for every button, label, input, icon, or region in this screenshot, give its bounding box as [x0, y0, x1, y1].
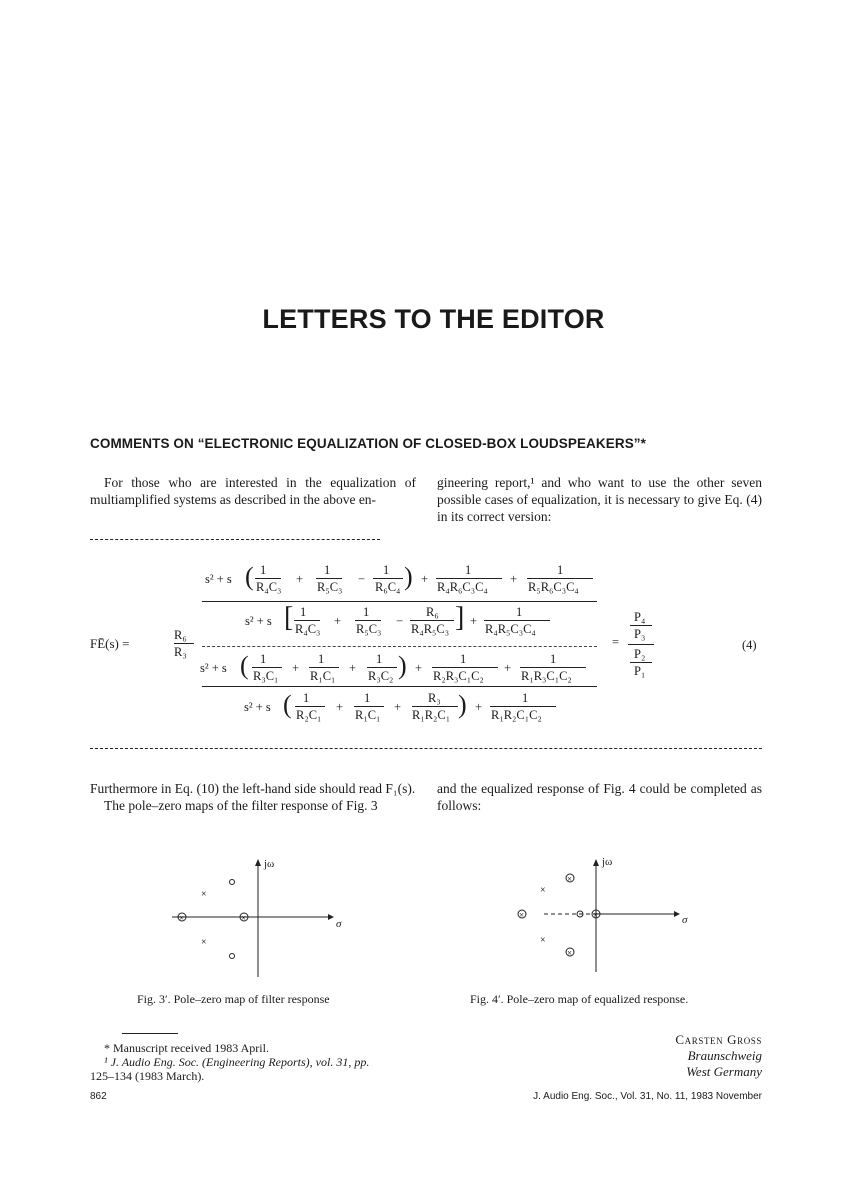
eq-term: s² + s [244, 700, 271, 714]
svg-text:×: × [540, 935, 546, 946]
eq-term: + [510, 572, 518, 586]
eq-number: (4) [742, 638, 757, 652]
eq-term: 1 [522, 691, 529, 705]
figure-3-caption: Fig. 3′. Pole–zero map of filter response [137, 992, 330, 1006]
eq-term: R₆ [426, 605, 439, 619]
eq-paren: ( [245, 562, 254, 591]
eq-term: R₅C₃ [356, 622, 382, 636]
equation-4 [90, 550, 762, 730]
eq-r3: R₃ [174, 645, 187, 659]
eq-term: 1 [303, 691, 310, 705]
author-city: Braunschweig [687, 1048, 762, 1063]
eq-term: 1 [260, 652, 267, 666]
figure-4-plot [510, 852, 710, 982]
svg-text:×: × [201, 889, 207, 900]
eq-term: + [296, 572, 304, 586]
footnote-manuscript: * Manuscript received 1983 April. [104, 1041, 269, 1055]
footnote-reference: ¹ J. Audio Eng. Soc. (Engineering Reports), vol. 31, pp. [104, 1055, 370, 1069]
eq-term: 1 [364, 691, 371, 705]
body-left-p1: Furthermore in Eq. (10) the left-hand side should read F₁(s). [90, 781, 416, 796]
eq-r6: R₆ [174, 628, 187, 642]
eq-term: 1 [300, 605, 307, 619]
eq-lhs: FĒ(s) = [90, 636, 130, 651]
svg-text:×: × [519, 910, 525, 920]
footnote-reference-pages: 125–134 (1983 March). [90, 1069, 205, 1083]
svg-text:×: × [593, 910, 599, 920]
eq-p4: P₄ [634, 610, 646, 624]
eq-term: s² + s [205, 572, 232, 586]
author-country: West Germany [686, 1064, 762, 1079]
eq-paren: ) [404, 562, 413, 591]
eq-term: R₅R₆C₃C₄ [528, 580, 579, 594]
eq-term: s² + s [245, 614, 272, 628]
eq-term: 1 [324, 563, 331, 577]
figure-3-pole-zero-map [160, 852, 360, 982]
eq-term: + [349, 661, 357, 675]
svg-text:×: × [241, 913, 247, 923]
figure-4-pole-zero-map [510, 852, 710, 982]
eq-p2: P₂ [634, 647, 646, 661]
eq-term: + [292, 661, 300, 675]
eq-paren: ( [283, 690, 292, 719]
body-left-p2: The pole–zero maps of the filter response of Fig. 3 [104, 798, 378, 813]
eq-term: R₄C₃ [256, 580, 282, 594]
eq-term: R₁R₂C₁C₂ [491, 708, 542, 722]
eq-term: 1 [557, 563, 564, 577]
eq-term: 1 [465, 563, 472, 577]
eq-term: R₆C₄ [375, 580, 401, 594]
article-title: COMMENTS ON “ELECTRONIC EQUALIZATION OF CLOSED-BOX LOUDSPEAKERS”* [90, 436, 647, 451]
eq-term: 1 [363, 605, 370, 619]
eq-term: R₁R₂C₁ [412, 708, 451, 722]
eq-term: + [334, 614, 342, 628]
journal-reference: J. Audio Eng. Soc., Vol. 31, No. 11, 1983 November [533, 1091, 762, 1102]
svg-text:×: × [540, 885, 546, 896]
intro-paragraph-left: For those who are interested in the equalization of multiamplified systems as described in the above en- [90, 475, 416, 507]
eq-term: R₁C₁ [355, 708, 381, 722]
body-paragraph-right: and the equalized response of Fig. 4 could be completed as follows: [437, 781, 762, 813]
eq-term: 1 [550, 652, 557, 666]
eq-term: R₁R₃C₁C₂ [521, 669, 572, 683]
eq-term: − [358, 572, 366, 586]
eq-paren: ) [398, 651, 407, 680]
figure-3-plot [160, 852, 360, 982]
eq-paren: ( [240, 651, 249, 680]
eq-term: R₄R₅C₃ [411, 622, 450, 636]
eq-term: R₂R₃C₁C₂ [433, 669, 484, 683]
page-number: 862 [90, 1091, 107, 1102]
figure-4-caption: Fig. 4′. Pole–zero map of equalized response. [470, 992, 689, 1006]
eq-term: R₁C₁ [310, 669, 336, 683]
figure-4-axis-real-label: σ [682, 914, 688, 926]
eq-term: 1 [376, 652, 383, 666]
eq-term: 1 [516, 605, 523, 619]
eq-paren: ) [458, 690, 467, 719]
eq-p1: P₁ [634, 664, 646, 678]
eq-term: + [394, 700, 402, 714]
eq-term: + [421, 572, 429, 586]
eq-term: + [336, 700, 344, 714]
eq-term: R₄R₆C₃C₄ [437, 580, 488, 594]
eq-term: − [396, 614, 404, 628]
intro-paragraph-right: gineering report,¹ and who want to use the other seven possible cases of equalization, it is necessary to give Eq. (4) in its correct version: [437, 475, 762, 524]
svg-text:×: × [201, 937, 207, 948]
eq-term: R₄C₃ [295, 622, 321, 636]
section-title: LETTERS TO THE EDITOR [262, 304, 605, 334]
eq-bracket: [ [284, 602, 294, 633]
eq-bracket: ] [455, 602, 465, 633]
eq-term: + [415, 661, 423, 675]
eq-term: + [504, 661, 512, 675]
eq-term: R₅C₃ [317, 580, 343, 594]
svg-text:×: × [179, 913, 185, 923]
eq-term: 1 [260, 563, 267, 577]
figure-4-axis-imag-label: jω [602, 856, 613, 868]
eq-term: R₂C₁ [296, 708, 322, 722]
eq-term: R₃ [428, 691, 441, 705]
eq-term: + [470, 614, 478, 628]
footnote-rule [122, 1033, 178, 1034]
eq-term: + [475, 700, 483, 714]
eq-term: 1 [460, 652, 467, 666]
eq-term: R₄R₅C₃C₄ [485, 622, 536, 636]
figure-3-axis-real-label: σ [336, 918, 342, 930]
figure-3-axis-imag-label: jω [264, 858, 275, 870]
eq-term: R₃C₂ [368, 669, 394, 683]
body-paragraph-left [90, 780, 416, 814]
eq-p3: P₃ [634, 627, 646, 641]
eq-term: 1 [318, 652, 325, 666]
eq-term: R₃C₁ [253, 669, 279, 683]
svg-text:×: × [567, 948, 573, 958]
eq-equals: = [612, 635, 620, 649]
eq-term: s² + s [200, 661, 227, 675]
svg-text:×: × [567, 874, 573, 884]
eq-term: 1 [383, 563, 390, 577]
author-name: Carsten Gross [675, 1032, 762, 1047]
